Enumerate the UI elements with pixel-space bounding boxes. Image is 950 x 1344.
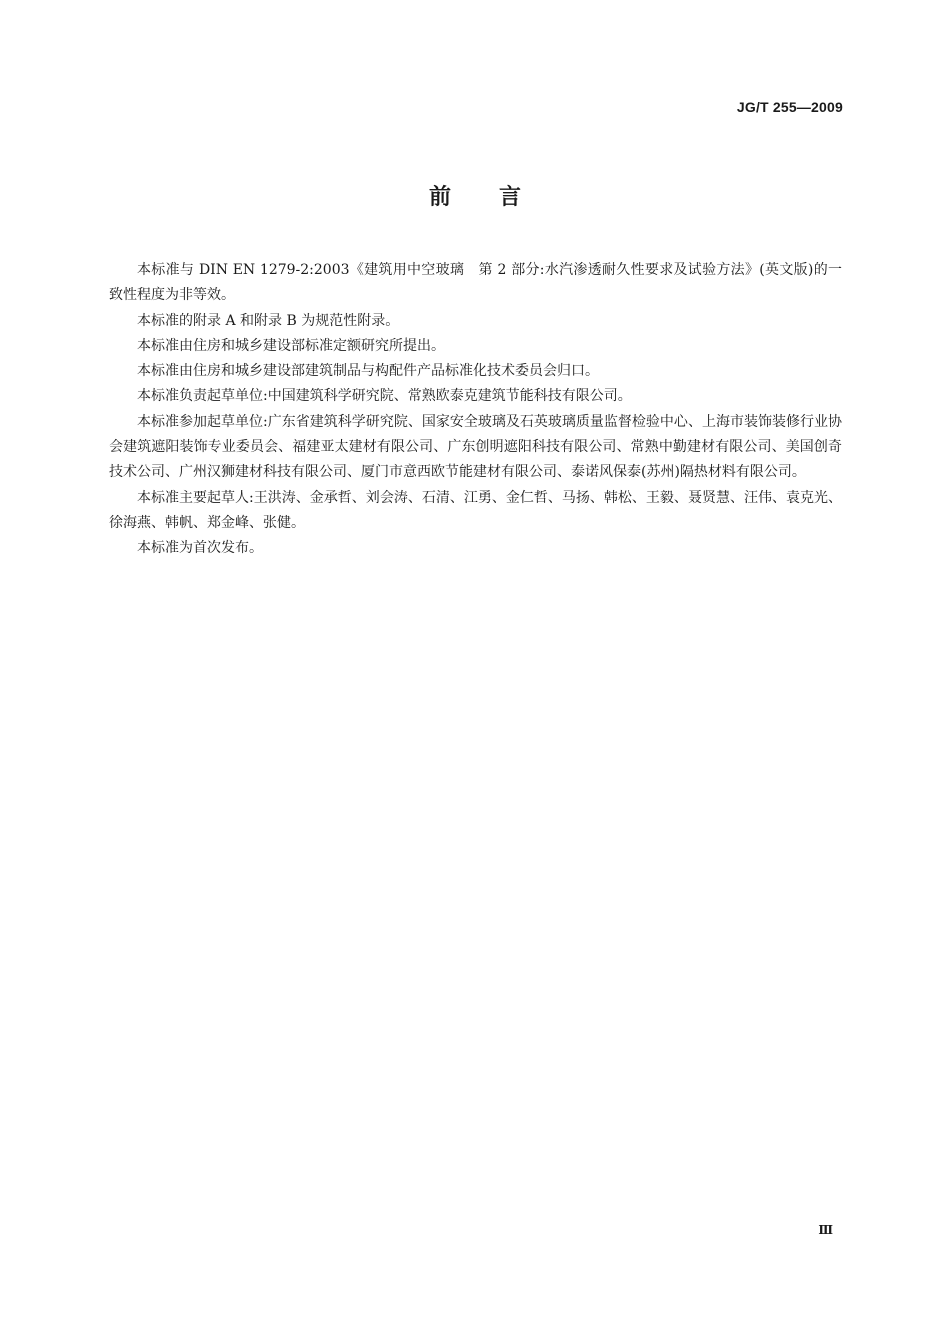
paragraph-consistency: 本标准与 DIN EN 1279-2:2003《建筑用中空玻璃 第 2 部分:水汽渗透耐久性要求及试验方法》(英文版)的一致性程度为非等效。 bbox=[109, 262, 842, 304]
paragraph-main-drafters: 本标准主要起草人:王洪涛、金承哲、刘会涛、石清、江勇、金仁哲、马扬、韩松、王毅、聂贤慧、汪伟、袁克光、徐海燕、韩帆、郑金峰、张健。 bbox=[109, 489, 842, 531]
page-number: Ⅲ bbox=[818, 1223, 833, 1237]
paragraph-administered-by: 本标准由住房和城乡建设部建筑制品与构配件产品标准化技术委员会归口。 bbox=[137, 363, 599, 380]
paragraph-annexes: 本标准的附录 A 和附录 B 为规范性附录。 bbox=[137, 312, 400, 329]
paragraph-participating-drafters: 本标准参加起草单位:广东省建筑科学研究院、国家安全玻璃及石英玻璃质量监督检验中心、上海市装饰装修行业协会建筑遮阳装饰专业委员会、福建亚太建材有限公司、广东创明遮阳科技有限公司、常熟中勤建材有限公司、美国创奇技术公司、广州汉狮建材科技有限公司、厦门市意西欧节能建材有限公司、泰诺风保泰(苏州)隔热材料有限公司。 bbox=[109, 413, 842, 481]
page-title: 前言 bbox=[428, 185, 569, 210]
standard-code: JG/T 255—2009 bbox=[736, 99, 843, 115]
paragraph-proposed-by: 本标准由住房和城乡建设部标准定额研究所提出。 bbox=[137, 337, 445, 354]
paragraph-first-release: 本标准为首次发布。 bbox=[137, 540, 263, 557]
foreword-body bbox=[109, 258, 842, 562]
paragraph-lead-drafters: 本标准负责起草单位:中国建筑科学研究院、常熟欧泰克建筑节能科技有限公司。 bbox=[137, 388, 632, 405]
